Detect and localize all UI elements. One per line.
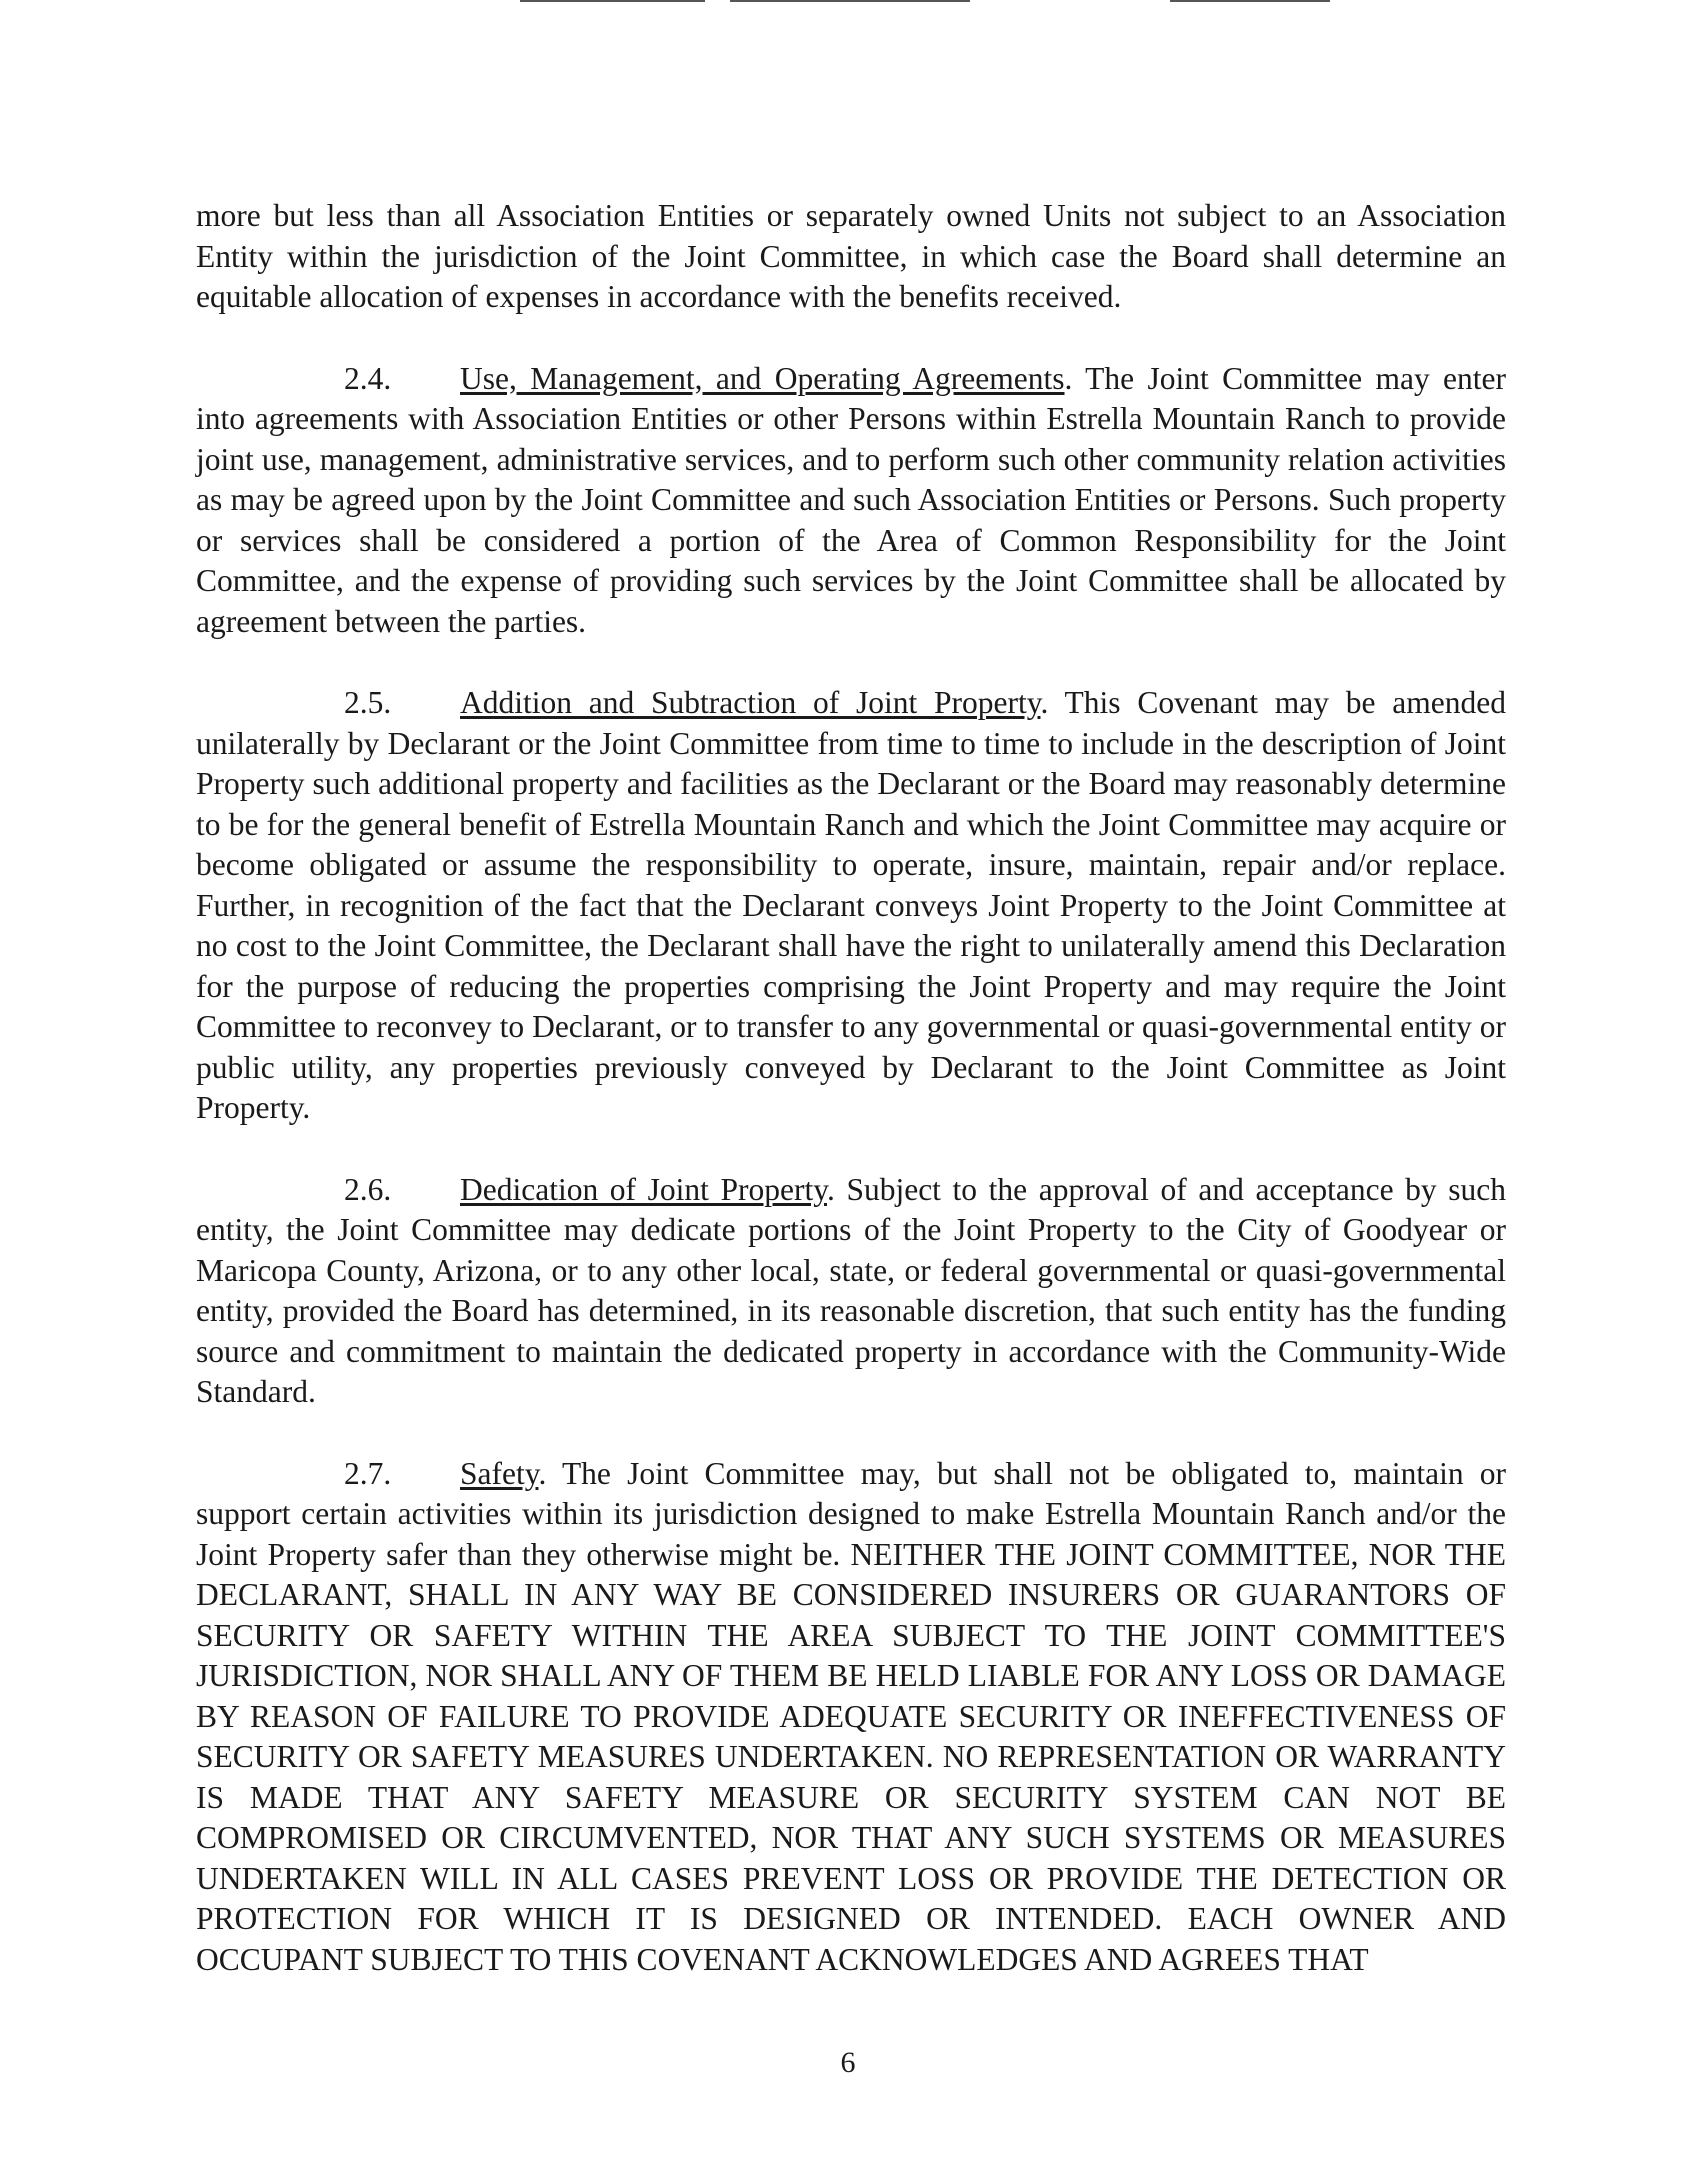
section-body: Subject to the approval of and acceptance by such entity, the Joint Committee may dedicate portions of the Joint Property to the City of Goodyear or Maricopa County, Arizona, or to any other local, state, or federal governmental or quasi-governmental entity, provided the Board has determined, in its reasonable discretion, that such entity has the funding source and commitment to maintain the dedicated property in accordance with the Community-Wide Standard. — [196, 1171, 1507, 1409]
section-title: Addition and Subtraction of Joint Property — [460, 685, 1041, 720]
section-2-5: 2.5. Addition and Subtraction of Joint Property. This Covenant may be amended unilaterally by Declarant or the Joint Committee from time to time to include in the description of Joint Property such additional property and facilities as the Declarant or the Board may reasonably determine to be for the general benefit of Estrella Mountain Ranch and which the Joint Committee may acquire or become obligated or assume the responsibility to operate, insure, maintain, repair and/or replace. Further, in recognition of the fact that the Declarant conveys Joint Property to the Joint Committee at no cost to the Joint Committee, the Declarant shall have the right to unilaterally amend this Declaration for the purpose of reducing the properties comprising the Joint Property and may require the Joint Committee to reconvey to Declarant, or to transfer to any governmental or quasi-governmental entity or public utility, any properties previously conveyed by Declarant to the Joint Committee as Joint Property. — [196, 685, 1506, 1125]
scan-mark — [520, 0, 705, 2]
scan-mark — [730, 0, 970, 2]
scan-artifacts — [0, 0, 1696, 12]
scan-mark — [1170, 0, 1330, 2]
section-body: The Joint Committee may enter into agreements with Association Entities or other Persons within Estrella Mountain Ranch to provide joint use, management, administrative services, and to perform such other community relation activities as may be agreed upon by the Joint Committee and such Association Entities or Persons. Such property or services shall be considered a portion of the Area of Common Responsibility for the Joint Committee, and the expense of providing such services by the Joint Committee shall be allocated by agreement between the parties. — [196, 360, 1506, 639]
section-number: 2.6. — [344, 1171, 392, 1207]
section-title: Dedication of Joint Property — [460, 1171, 827, 1207]
opening-paragraph: more but less than all Association Entities or separately owned Units not subject to an Association Entity within the jurisdiction of the Joint Committee, in which case the Board shall determine an equitable allocation of expenses in accordance with the benefits received. — [196, 198, 1506, 314]
section-number: 2.7. — [344, 1455, 392, 1491]
section-title: Use, Management, and Operating Agreements — [460, 360, 1065, 396]
section-2-6: 2.6. Dedication of Joint Property. Subject to the approval of and acceptance by such entity, the Joint Committee may dedicate portions of the Joint Property to the City of Goodyear or Maricopa County, Arizona, or to any other local, state, or federal governmental or quasi-governmental entity, provided the Board has determined, in its reasonable discretion, that such entity has the funding source and commitment to maintain the dedicated property in accordance with the Community-Wide Standard. — [196, 1171, 1507, 1409]
section-number: 2.5. — [344, 685, 392, 720]
page-number: 6 — [840, 2046, 856, 2079]
section-2-4: 2.4. Use, Management, and Operating Agreements. The Joint Committee may enter into agreements with Association Entities or other Persons within Estrella Mountain Ranch to provide joint use, management, administrative services, and to perform such other community relation activities as may be agreed upon by the Joint Committee and such Association Entities or Persons. Such property or services shall be considered a portion of the Area of Common Responsibility for the Joint Committee, and the expense of providing such services by the Joint Committee shall be allocated by agreement between the parties. — [196, 360, 1506, 639]
section-number: 2.4. — [344, 360, 392, 396]
document-page — [196, 196, 1506, 1980]
section-body: This Covenant may be amended unilaterally by Declarant or the Joint Committee from time to time to include in the description of Joint Property such additional property and facilities as the Declarant or the Board may reasonably determine to be for the general benefit of Estrella Mountain Ranch and which the Joint Committee may acquire or become obligated or assume the responsibility to operate, insure, maintain, repair and/or replace. Further, in recognition of the fact that the Declarant conveys Joint Property to the Joint Committee at no cost to the Joint Committee, the Declarant shall have the right to unilaterally amend this Declaration for the purpose of reducing the properties comprising the Joint Property and may require the Joint Committee to reconvey to Declarant, or to transfer to any governmental or quasi-governmental entity or public utility, any properties previously conveyed by Declarant to the Joint Committee as Joint Property. — [196, 685, 1506, 1125]
section-title: Safety — [460, 1455, 539, 1491]
section-body: The Joint Committee may, but shall not be obligated to, maintain or support certain activities within its jurisdiction designed to make Estrella Mountain Ranch and/or the Joint Property safer than they otherwise might be. NEITHER THE JOINT COMMITTEE, NOR THE DECLARANT, SHALL IN ANY WAY BE CONSIDERED INSURERS OR GUARANTORS OF SECURITY OR SAFETY WITHIN THE AREA SUBJECT TO THE JOINT COMMITTEE'S JURISDICTION, NOR SHALL ANY OF THEM BE HELD LIABLE FOR ANY LOSS OR DAMAGE BY REASON OF FAILURE TO PROVIDE ADEQUATE SECURITY OR INEFFECTIVENESS OF SECURITY OR SAFETY MEASURES UNDERTAKEN. NO REPRESENTATION OR WARRANTY IS MADE THAT ANY SAFETY MEASURE OR SECURITY SYSTEM CAN NOT BE COMPROMISED OR CIRCUMVENTED, NOR THAT ANY SUCH SYSTEMS OR MEASURES UNDERTAKEN WILL IN ALL CASES PREVENT LOSS OR PROVIDE THE DETECTION OR PROTECTION FOR WHICH IT IS DESIGNED OR INTENDED. EACH OWNER AND OCCUPANT SUBJECT TO THIS COVENANT ACKNOWLEDGES AND AGREES THAT — [196, 1455, 1507, 1977]
section-2-7: 2.7. Safety. The Joint Committee may, but shall not be obligated to, maintain or support certain activities within its jurisdiction designed to make Estrella Mountain Ranch and/or the Joint Property safer than they otherwise might be. NEITHER THE JOINT COMMITTEE, NOR THE DECLARANT, SHALL IN ANY WAY BE CONSIDERED INSURERS OR GUARANTORS OF SECURITY OR SAFETY WITHIN THE AREA SUBJECT TO THE JOINT COMMITTEE'S JURISDICTION, NOR SHALL ANY OF THEM BE HELD LIABLE FOR ANY LOSS OR DAMAGE BY REASON OF FAILURE TO PROVIDE ADEQUATE SECURITY OR INEFFECTIVENESS OF SECURITY OR SAFETY MEASURES UNDERTAKEN. NO REPRESENTATION OR WARRANTY IS MADE THAT ANY SAFETY MEASURE OR SECURITY SYSTEM CAN NOT BE COMPROMISED OR CIRCUMVENTED, NOR THAT ANY SUCH SYSTEMS OR MEASURES UNDERTAKEN WILL IN ALL CASES PREVENT LOSS OR PROVIDE THE DETECTION OR PROTECTION FOR WHICH IT IS DESIGNED OR INTENDED. EACH OWNER AND OCCUPANT SUBJECT TO THIS COVENANT ACKNOWLEDGES AND AGREES THAT — [196, 1455, 1507, 1977]
